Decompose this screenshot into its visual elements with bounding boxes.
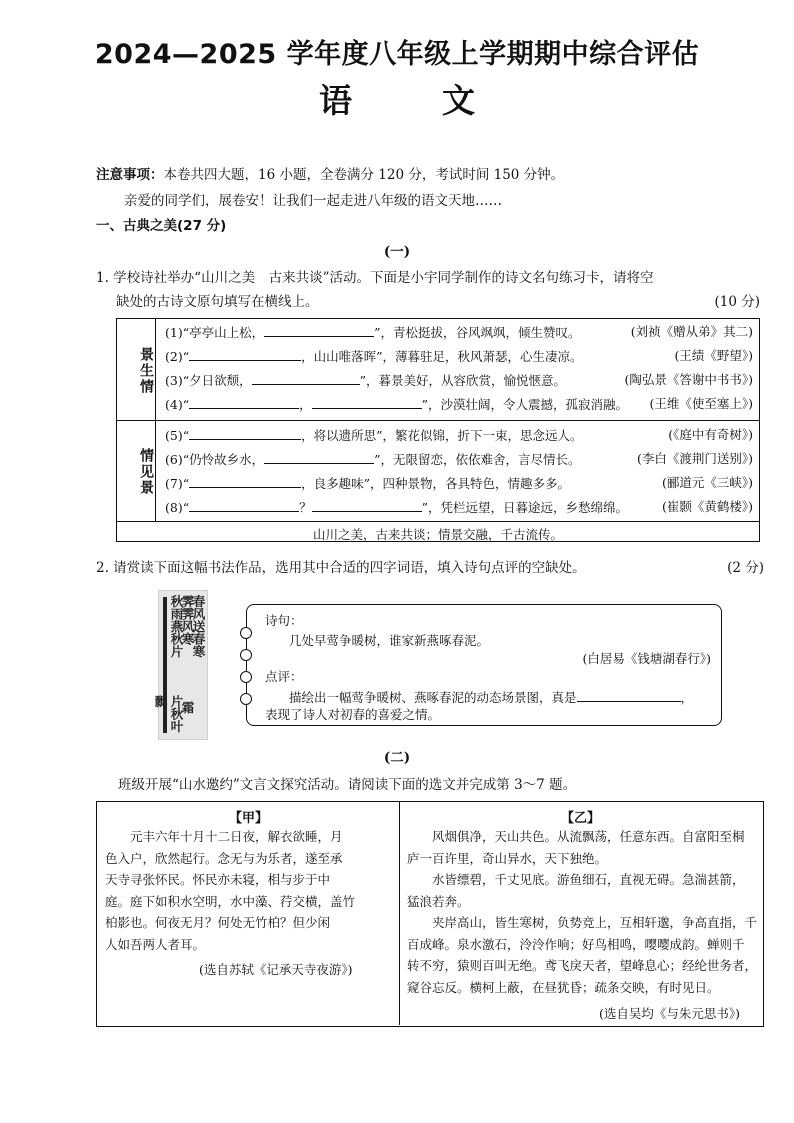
calligraphy-column: 春风送春寒 <box>191 595 206 658</box>
passage-box <box>96 801 764 1027</box>
part-1-label: (一) <box>383 244 411 260</box>
table-row: (7)“ ，良多趣味”，四种景物，各具特色，情趣多多。 (郦道元《三峡》) <box>165 475 753 491</box>
comment-line1: 描绘出一幅莺争暖树、燕啄春泥的动态场景图，真是 ， <box>289 687 693 708</box>
answer-blank[interactable] <box>189 497 299 512</box>
comment-label: 点评： <box>265 669 303 684</box>
question-1-line2 <box>116 292 760 312</box>
question-2 <box>96 558 764 578</box>
poetry-table <box>116 318 760 542</box>
passage-jia-text: 元丰六年十月十二日夜，解衣欲睡，月 色入户，欣然起行。念无与为乐者，遂至承 天寺寻张怀民。怀民亦未寝，相与步于中 庭。庭下如积水空明，水中藻、荇交横，盖竹 柏影也。何夜无月？何处无竹柏？但少闲 人如吾两人者耳。 <box>105 829 356 952</box>
category-emotion-scene: 情见景 <box>138 448 154 496</box>
section-heading: 一、古典之美(27 分) <box>96 218 227 234</box>
binder-ring <box>240 627 252 639</box>
table-row: (1)“亭亭山上松， ”，青松挺拔，谷风飒飒，倾生赞叹。 (刘祯《赠从弟》其二) <box>165 324 753 340</box>
calligraphy-mounting-strip <box>163 597 167 733</box>
poem-source: (白居易《钱塘湖春行》) <box>582 651 711 666</box>
table-divider <box>117 420 759 421</box>
answer-blank[interactable] <box>189 425 301 440</box>
calligraphy-column: 霜 <box>180 701 195 714</box>
calligraphy-column: 霁霁风寒 <box>180 595 195 645</box>
binder-ring <box>240 671 252 683</box>
passage-yi-text: 风烟俱净，天山共色。从流飘荡，任意东西。自富阳至桐 庐一百许里，奇山异水，天下独绝。 水皆缥碧，千丈见底。游鱼细石，直视无碍。急湍甚箭， 猛浪若奔。 夹岸高山，皆生寒树，负势竞上，互相轩邈，争高直指，千 百成峰。泉水激石，泠泠作响；好鸟相鸣，嘤嘤成韵。蝉则千 转不穷，猿则百叫无绝。鸢飞戾天者，望峰息心；经纶世务者， 窥谷忘反。横柯上蔽，在昼犹昏；疏条交映，有时见日。 <box>407 829 758 995</box>
question-1-text: 缺处的古诗文原句填写在横线上。 <box>116 294 319 310</box>
answer-blank[interactable] <box>189 346 301 361</box>
answer-blank[interactable] <box>577 687 681 702</box>
notebook-card <box>246 604 722 726</box>
answer-blank[interactable] <box>264 322 374 337</box>
answer-blank[interactable] <box>264 449 374 464</box>
question-1-score: (10 分) <box>714 294 760 310</box>
table-divider <box>117 521 759 522</box>
table-row: (5)“ ，将以遗所思”，繁花似锦，折下一束，思念远人。 (《庭中有奇树》) <box>165 427 753 443</box>
table-row: (4)“ ， ”，沙漠壮阔，令人震撼，孤寂消融。 (王维《使至塞上》) <box>165 396 753 412</box>
notice <box>96 165 564 185</box>
answer-blank[interactable] <box>312 394 422 409</box>
table-row: (3)“夕日欲颓， ”，暮景美好，从容欣赏，愉悦惬意。 (陶弘景《答谢中书书》) <box>165 372 753 388</box>
calligraphy-column: 秋雨燕秋片 <box>169 595 184 658</box>
binder-ring <box>240 649 252 661</box>
calligraphy-column: 片秋叶飘 <box>153 695 184 733</box>
exam-title: 2024—2025 学年度八年级上学期期中综合评估 <box>94 39 700 70</box>
passage-yi-source: (选自吴均《与朱元思书》) <box>599 1006 741 1021</box>
table-row: (8)“ ？ ”，凭栏远望，日暮途远，乡愁绵绵。 (崔颢《黄鹤楼》) <box>165 499 753 515</box>
passage-yi-title: 【乙】 <box>561 811 601 826</box>
binder-ring <box>240 693 252 705</box>
answer-blank[interactable] <box>252 370 360 385</box>
calligraphy-artwork <box>153 590 208 740</box>
poem-text: 几处早莺争暖树，谁家新燕啄春泥。 <box>289 633 490 648</box>
question-1-line1: 1. 学校诗社举办“山川之美 古来共谈”活动。下面是小宇同学制作的诗文名句练习卡，请将空 <box>96 270 654 286</box>
question-2-score: (2 分) <box>727 560 764 576</box>
passage-jia-title: 【甲】 <box>229 811 269 826</box>
comment-line2: 表现了诗人对初春的喜爱之情。 <box>265 707 441 722</box>
table-row: (2)“ ，山山唯落晖”，薄暮驻足，秋风萧瑟，心生凄凉。 (王绩《野望》) <box>165 348 753 364</box>
notice-label: 注意事项： <box>96 167 164 183</box>
table-row: (6)“仍怜故乡水， ”，无限留恋，依依难舍，言尽情长。 (李白《渡荆门送别》) <box>165 451 753 467</box>
answer-blank[interactable] <box>312 497 422 512</box>
part-2-label: (二) <box>383 750 411 766</box>
question-2-text: 2. 请赏读下面这幅书法作品，选用其中合适的四字词语，填入诗句点评的空缺处。 <box>96 560 586 576</box>
subject-title: 语文 <box>319 81 565 120</box>
poem-label: 诗句： <box>265 613 303 628</box>
notice-text: 本卷共四大题，16 小题，全卷满分 120 分，考试时间 150 分钟。 <box>163 167 565 183</box>
passage-jia-source: (选自苏轼《记承天寺夜游》) <box>199 962 353 977</box>
table-footer: 山川之美，古来共谈；情景交融，千古流传。 <box>312 527 563 542</box>
answer-blank[interactable] <box>189 394 299 409</box>
greeting: 亲爱的同学们，展卷安！让我们一起走进八年级的语文天地…… <box>124 193 502 209</box>
category-scene-emotion: 景生情 <box>138 347 154 395</box>
passage-divider <box>399 802 400 1025</box>
answer-blank[interactable] <box>189 473 301 488</box>
reading-intro: 班级开展“山水邀约”文言文探究活动。请阅读下面的选文并完成第 3～7 题。 <box>118 777 577 793</box>
